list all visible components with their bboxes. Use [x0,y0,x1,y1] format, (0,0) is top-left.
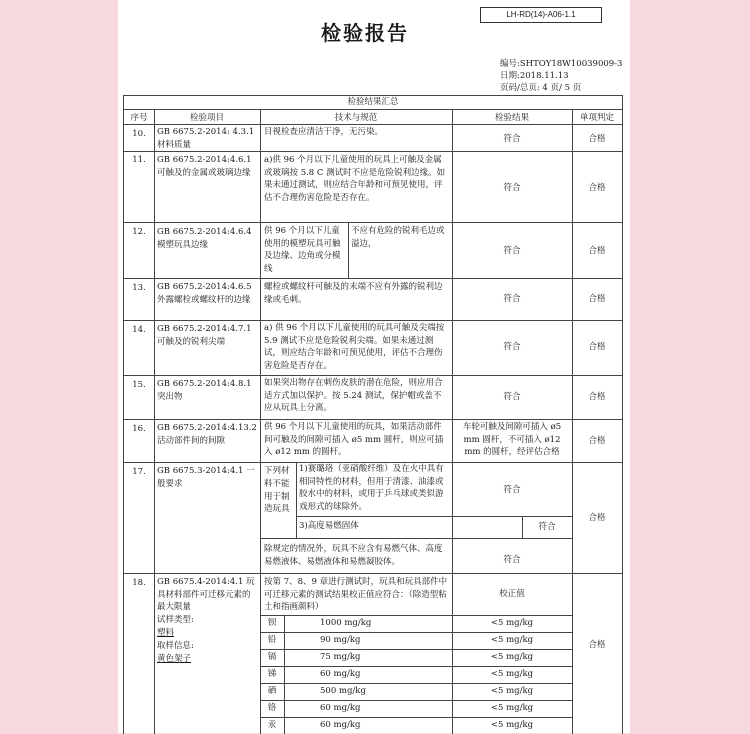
sub-divider [296,516,572,517]
row-divider [124,222,622,223]
element-value: <5 mg/kg [490,635,534,645]
row-divider [124,419,622,420]
element-limit: 75 mg/kg [320,652,361,662]
element-name: 钡 [267,618,277,628]
row-result: 符合 [503,294,521,304]
element-value: <5 mg/kg [490,686,534,696]
row-divider [124,375,622,376]
header-result: 检验结果 [494,113,529,123]
row-item: GB 6675.2-2014: 4.3.1 材料质量 [157,127,255,150]
row-judgement: 合格 [588,640,606,650]
sample-info-value: 黄色架子 [157,654,192,664]
row-number: 16. [132,424,146,434]
row-number: 18. [132,578,146,588]
sub-divider [260,632,572,633]
element-name: 铅 [267,635,277,645]
results-table [123,95,623,734]
row-spec-extra: 除规定的情况外，玩具不应含有易燃气体、高度易燃液体、易燃液体和易燃凝胶体。 [264,544,443,567]
sub-divider [260,717,572,718]
sub-divider [260,538,572,539]
element-value: <5 mg/kg [490,618,534,628]
element-value: <5 mg/kg [490,703,534,713]
header-judgement: 单项判定 [579,113,614,123]
row-judgement: 合格 [588,392,606,402]
sample-info-label: 取样信息: [157,641,194,651]
document-id-box: LH-RD(14)-A06-1.1 [480,7,602,23]
element-name: 锑 [267,669,277,679]
row-item: GB 6675.2-2014:4.13.2 活动部件间的间隙 [157,423,257,446]
header-item: 检验项目 [189,113,224,123]
row-number: 15. [132,380,146,390]
row-number: 11. [132,155,146,165]
row-number: 12. [132,227,146,237]
row-spec-sub2: 3)高度易燃固体 [299,521,359,531]
row-judgement: 合格 [588,436,606,446]
element-name: 硒 [267,686,277,696]
report-title: 检验报告 [321,21,409,45]
row-item: GB 6675.3-2014:4.1 一般要求 [157,466,255,489]
row-result: 符合 [503,183,521,193]
row-item: GB 6675.2-2014:4.6.1 可触及的金属或玻璃边缘 [157,155,252,178]
row-divider [124,124,622,125]
element-limit: 500 mg/kg [320,686,366,696]
row-result: 符合 [503,246,521,256]
column-divider [154,109,155,734]
row-spec-right: 不应有危险的锐利毛边或溢边， [351,226,445,249]
sub-divider [260,666,572,667]
row-divider [124,151,622,152]
element-value: <5 mg/kg [490,669,534,679]
row-spec: 目视检查应清洁干净，无污染。 [264,127,384,137]
row-result: 符合 [503,485,521,495]
sub-divider [260,700,572,701]
sub-divider [260,683,572,684]
sub-divider [296,462,297,538]
element-limit: 90 mg/kg [320,635,361,645]
row-spec-left: 供 96 个月以下儿童使用的模塑玩具可触及边缘、边角或分模线 [264,226,341,274]
row-divider [124,573,622,574]
report-number: 编号:SHTOY18W10039009-3 [500,59,623,69]
row-item: GB 6675.2-2014:4.7.1 可触及的锐利尖端 [157,324,252,347]
row-result-header: 校正值 [499,589,525,599]
element-name: 镉 [267,652,277,662]
row-judgement: 合格 [588,134,606,144]
table-caption: 检验结果汇总 [124,96,622,110]
element-limit: 60 mg/kg [320,720,361,730]
row-result: 符合 [503,555,521,565]
row-spec: 供 96 个月以下儿童使用的玩具，如果活动部件间可触及的间隙可插入 ø5 mm 圆杆，则应可插入 ø12 mm 的圆杆。 [264,422,444,457]
header-spec: 技术与规范 [334,113,378,123]
row-spec: a) 供 96 个月以下儿童使用的玩具可触及尖端按 5.9 测试不应是危险锐利尖端。如果未通过测试，则应结合年龄和可预见使用，评估不合理伤害危险是否存在。 [264,323,445,371]
row-result: 符合 [503,342,521,352]
row-number: 13. [132,283,146,293]
row-item: GB 6675.2-2014:4.6.4 模塑玩具边缘 [157,227,252,250]
row-judgement: 合格 [588,513,606,523]
page-indicator: 页码/总页: 4 页/ 5 页 [500,83,582,93]
row-result: 符合 [503,134,521,144]
row-result: 符合 [503,392,521,402]
sub-divider [348,222,349,278]
row-item: GB 6675.4-2014:4.1 玩具材料部件可迁移元素的最大限量 [157,577,255,612]
sub-divider [260,649,572,650]
element-name: 铬 [267,703,277,713]
row-spec: 按第 7、8、9 章进行测试时，玩具和玩具部件中可迁移元素的测试结果校正值应符合：（除造型粘土和指画颜料） [264,577,448,612]
row-divider [124,320,622,321]
row-spec-left: 下列材料不能用于制造玩具 [264,466,290,515]
sample-type-value: 塑料 [157,628,175,638]
row-number: 14. [132,325,146,335]
row-item: GB 6675.2-2014:4.6.5 外露螺栓或螺纹杆的边缘 [157,282,252,305]
row-judgement: 合格 [588,246,606,256]
header-no: 序号 [130,113,148,123]
row-judgement: 合格 [588,294,606,304]
sub-divider [260,615,572,616]
row-number: 17. [132,467,146,477]
row-divider [124,278,622,279]
element-limit: 60 mg/kg [320,703,361,713]
row-judgement: 合格 [588,183,606,193]
row-result: 符合 [538,522,556,532]
row-judgement: 合格 [588,342,606,352]
row-result: 车轮可触及间隙可插入 ø5 mm 圆杆，不可插入 ø12 mm 的圆杆，经评估合格 [462,422,562,457]
row-spec-sub1: 1)赛璐珞（亚硝酸纤维）及在火中具有相同特性的材料，但用于清漆、油漆或胶水中的材料，或用于乒乓球或类似游戏形式的球除外。 [299,464,444,512]
row-spec: 如果突出物存在刺伤皮肤的潜在危险，则应用合适方式加以保护。按 5.24 测试，保护帽或盖不应从玩具上分离。 [264,378,443,413]
row-spec: 螺栓或螺纹杆可触及的末端不应有外露的锐利边缘或毛刺。 [264,282,443,305]
element-limit: 60 mg/kg [320,669,361,679]
report-date: 日期:2018.11.13 [500,71,569,81]
sample-type-label: 试样类型: [157,615,194,625]
row-item: GB 6675.2-2014:4.8.1 突出物 [157,379,252,402]
report-meta [500,58,622,94]
row-spec: a)供 96 个月以下儿童使用的玩具上可触及金属或玻璃按 5.8 C 测试时不应是危险锐利边缘。如果未通过测试，则应结合年龄和可预见使用，评估不合理伤害危险是否存在。 [264,155,446,203]
element-value: <5 mg/kg [490,652,534,662]
row-number: 10. [132,129,146,139]
element-name: 汞 [267,720,277,730]
element-value: <5 mg/kg [490,720,534,730]
element-limit: 1000 mg/kg [320,618,372,628]
